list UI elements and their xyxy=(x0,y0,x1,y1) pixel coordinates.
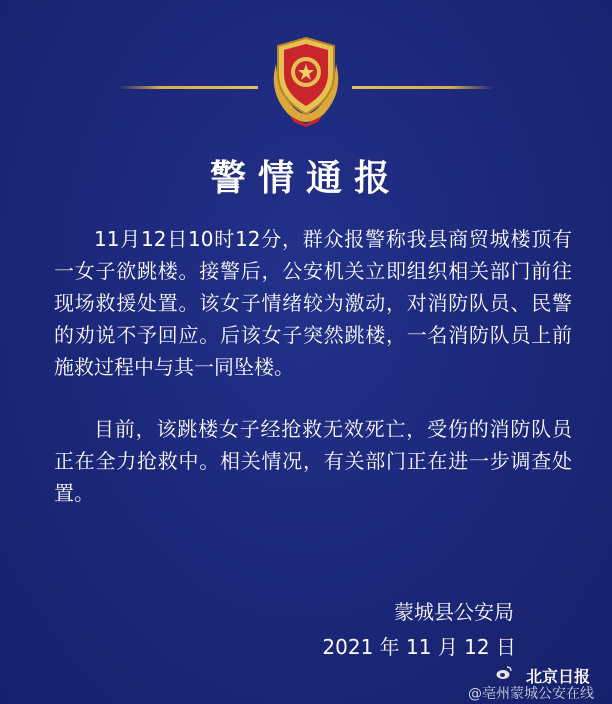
weibo-icon xyxy=(496,666,512,680)
police-emblem-icon xyxy=(264,34,348,128)
gold-divider-right xyxy=(352,86,494,89)
page-title: 警情通报 xyxy=(209,158,402,199)
watermark-handle: @亳州蒙城公安在线 xyxy=(468,686,594,702)
notice-paragraph: 11月12日10时12分，群众报警称我县商贸城楼顶有一女子欲跳楼。接警后，公安机关立即组织相关部门前往现场救援处置。该女子情绪较为激动，对消防队员、民警的劝说不予回应。后该女子突然跳楼，一名消防队员上前施救过程中与其一同坠楼。 xyxy=(54,227,572,379)
gold-divider-left xyxy=(118,86,258,89)
issue-date: 2021 年 11 月 12 日 xyxy=(322,635,516,659)
notice-paragraph: 目前，该跳楼女子经抢救无效死亡，受伤的消防队员正在全力抢救中。相关情况，有关部门正在进一步调查处置。 xyxy=(54,417,572,505)
watermark-brand: 北京日报 xyxy=(525,667,590,686)
issuing-organization: 蒙城县公安局 xyxy=(394,600,514,624)
